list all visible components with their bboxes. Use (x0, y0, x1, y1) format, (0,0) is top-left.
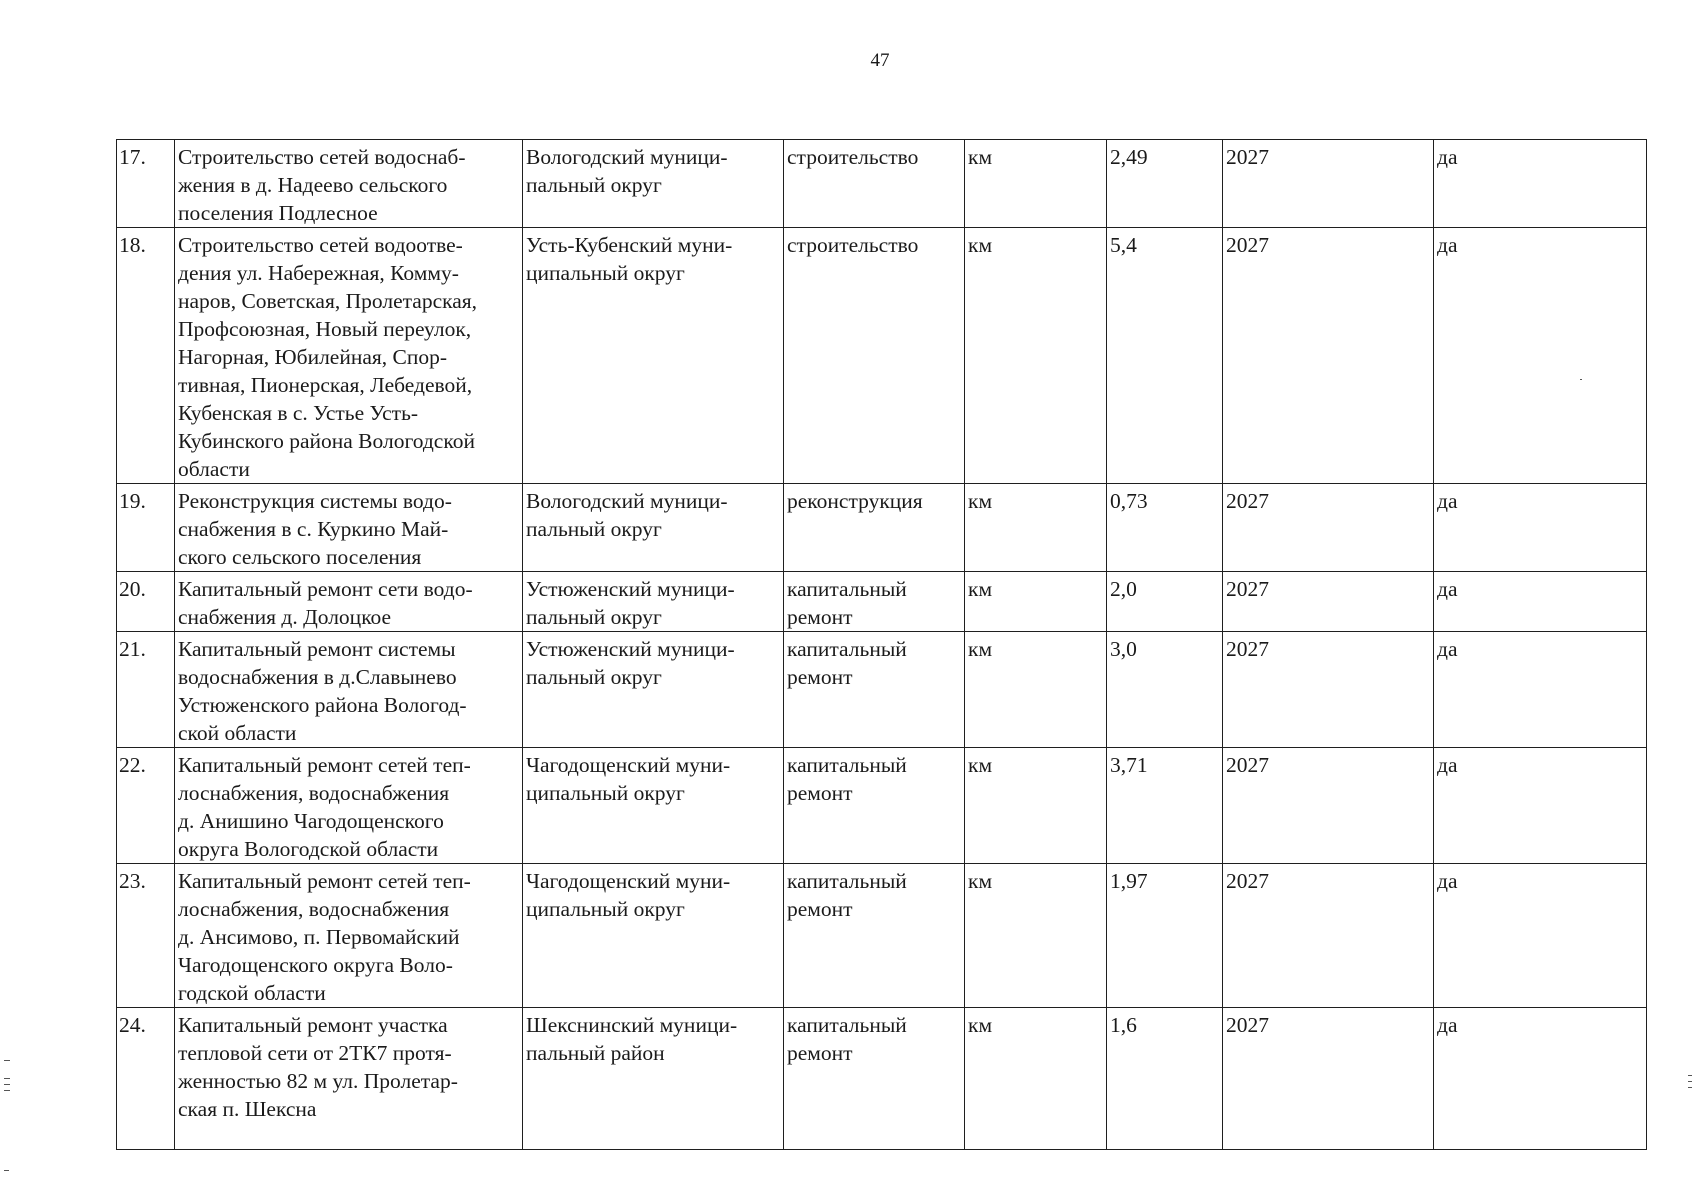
page-number: 47 (870, 50, 890, 71)
scan-mark (4, 1084, 10, 1085)
scan-mark (1688, 1087, 1692, 1088)
cell-num: 18. (117, 228, 175, 484)
cell-flag: да (1434, 484, 1647, 572)
projects-table (116, 139, 1647, 1150)
cell-district: Вологодский муници- пальный округ (523, 140, 784, 228)
cell-work-type: строительство (784, 140, 965, 228)
scan-mark (4, 1078, 10, 1079)
scan-mark (1580, 379, 1582, 380)
cell-district: Шекснинский муници- пальный район (523, 1008, 784, 1150)
cell-value: 2,49 (1107, 140, 1223, 228)
cell-unit: км (965, 572, 1107, 632)
cell-district: Чагодощенский муни- ципальный округ (523, 864, 784, 1008)
cell-year: 2027 (1223, 632, 1434, 748)
cell-value: 3,0 (1107, 632, 1223, 748)
cell-year: 2027 (1223, 484, 1434, 572)
cell-num: 24. (117, 1008, 175, 1150)
cell-work-type: капитальный ремонт (784, 632, 965, 748)
cell-year: 2027 (1223, 228, 1434, 484)
cell-year: 2027 (1223, 1008, 1434, 1150)
cell-flag: да (1434, 572, 1647, 632)
cell-name: Капитальный ремонт сети водо- снабжения д. Долоцкое (175, 572, 523, 632)
table-row (117, 748, 1647, 864)
cell-unit: км (965, 632, 1107, 748)
cell-work-type: строительство (784, 228, 965, 484)
cell-num: 19. (117, 484, 175, 572)
cell-district: Чагодощенский муни- ципальный округ (523, 748, 784, 864)
cell-name: Реконструкция системы водо- снабжения в с. Куркино Май- ского сельского поселения (175, 484, 523, 572)
table-row (117, 1008, 1647, 1150)
cell-work-type: капитальный ремонт (784, 748, 965, 864)
cell-name: Строительство сетей водоотве- дения ул. Набережная, Комму- наров, Советская, Пролетарская, Профсоюзная, Новый переулок, Нагорная, Юбилейная, Спор- тивная, Пионерская, Лебедевой, Кубенская в с. Устье Усть- Кубинского района Вологодской области (175, 228, 523, 484)
table-row (117, 228, 1647, 484)
table-row (117, 140, 1647, 228)
table-row (117, 864, 1647, 1008)
cell-flag: да (1434, 864, 1647, 1008)
table-body (117, 140, 1647, 1150)
cell-work-type: реконструкция (784, 484, 965, 572)
table-row (117, 632, 1647, 748)
cell-work-type: капитальный ремонт (784, 572, 965, 632)
cell-unit: км (965, 748, 1107, 864)
cell-flag: да (1434, 632, 1647, 748)
cell-district: Вологодский муници- пальный округ (523, 484, 784, 572)
cell-name: Капитальный ремонт сетей теп- лоснабжения, водоснабжения д. Ансимово, п. Первомайский Чагодощенского округа Воло- годской области (175, 864, 523, 1008)
scan-mark (1688, 1081, 1692, 1082)
cell-num: 21. (117, 632, 175, 748)
scan-mark (4, 1090, 10, 1091)
cell-value: 1,6 (1107, 1008, 1223, 1150)
cell-name: Капитальный ремонт системы водоснабжения в д.Славынево Устюженского района Вологод- ской области (175, 632, 523, 748)
cell-district: Устюженский муници- пальный округ (523, 572, 784, 632)
cell-year: 2027 (1223, 748, 1434, 864)
cell-unit: км (965, 864, 1107, 1008)
cell-value: 3,71 (1107, 748, 1223, 864)
cell-flag: да (1434, 228, 1647, 484)
cell-unit: км (965, 228, 1107, 484)
scan-mark (4, 1060, 10, 1061)
cell-name: Капитальный ремонт участка тепловой сети от 2ТК7 протя- женностью 82 м ул. Пролетар- ская п. Шексна (175, 1008, 523, 1150)
cell-district: Устюженский муници- пальный округ (523, 632, 784, 748)
table-row (117, 572, 1647, 632)
cell-value: 5,4 (1107, 228, 1223, 484)
cell-num: 20. (117, 572, 175, 632)
cell-num: 22. (117, 748, 175, 864)
cell-flag: да (1434, 1008, 1647, 1150)
scan-mark (1688, 1075, 1692, 1076)
cell-value: 1,97 (1107, 864, 1223, 1008)
cell-work-type: капитальный ремонт (784, 1008, 965, 1150)
cell-value: 2,0 (1107, 572, 1223, 632)
cell-unit: км (965, 484, 1107, 572)
cell-value: 0,73 (1107, 484, 1223, 572)
scan-mark (4, 1170, 9, 1171)
cell-flag: да (1434, 748, 1647, 864)
cell-num: 23. (117, 864, 175, 1008)
cell-year: 2027 (1223, 140, 1434, 228)
cell-year: 2027 (1223, 572, 1434, 632)
cell-unit: км (965, 140, 1107, 228)
cell-work-type: капитальный ремонт (784, 864, 965, 1008)
cell-year: 2027 (1223, 864, 1434, 1008)
cell-num: 17. (117, 140, 175, 228)
cell-name: Строительство сетей водоснаб- жения в д. Надеево сельского поселения Подлесное (175, 140, 523, 228)
cell-district: Усть-Кубенский муни- ципальный округ (523, 228, 784, 484)
cell-name: Капитальный ремонт сетей теп- лоснабжения, водоснабжения д. Анишино Чагодощенского округа Вологодской области (175, 748, 523, 864)
table-row (117, 484, 1647, 572)
cell-unit: км (965, 1008, 1107, 1150)
cell-flag: да (1434, 140, 1647, 228)
